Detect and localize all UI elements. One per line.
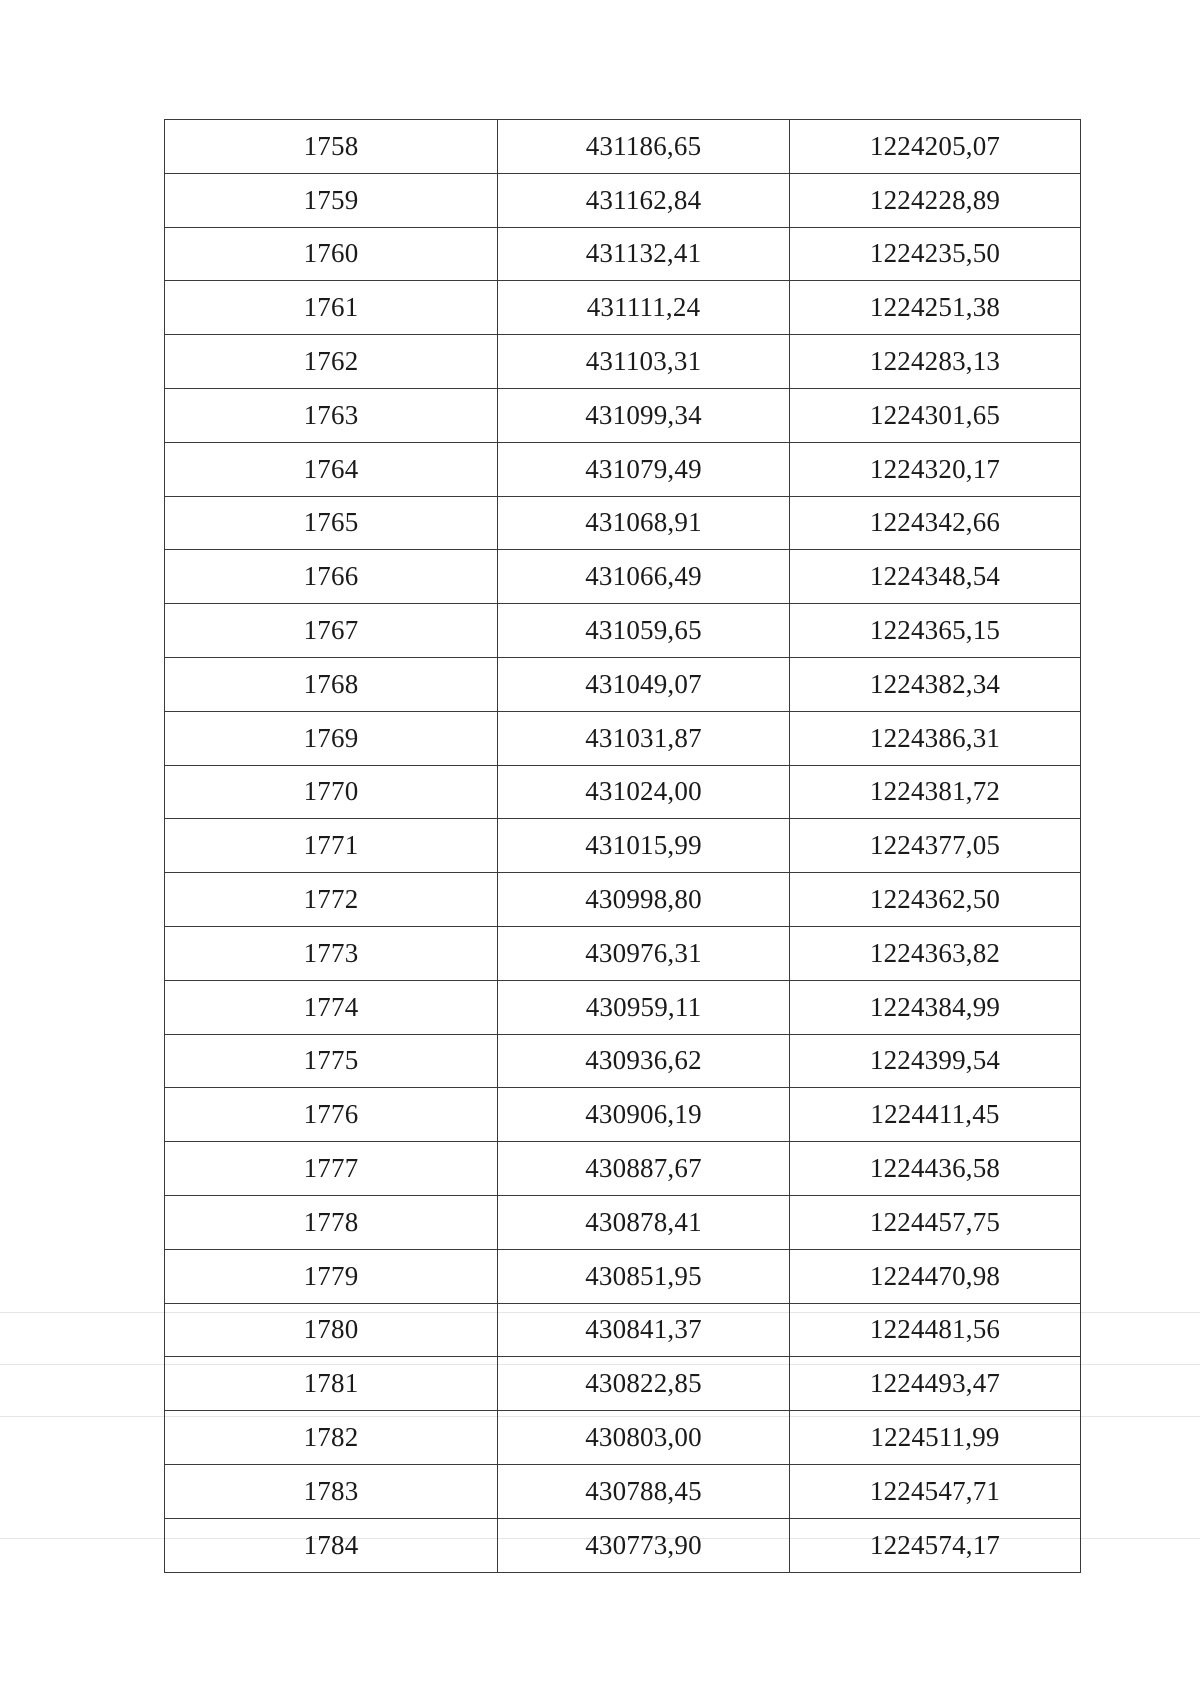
table-row [165,1303,1081,1357]
y-coordinate-cell: 1224547,71 [790,1464,1081,1518]
point-number-cell: 1780 [165,1303,498,1357]
x-coordinate-cell: 431099,34 [498,388,790,442]
x-coordinate-cell: 431103,31 [498,335,790,389]
table-row [165,1034,1081,1088]
y-coordinate-cell: 1224511,99 [790,1411,1081,1465]
y-coordinate-cell: 1224470,98 [790,1249,1081,1303]
x-coordinate-cell: 430959,11 [498,980,790,1034]
point-number-cell: 1759 [165,173,498,227]
x-coordinate-cell: 430788,45 [498,1464,790,1518]
y-coordinate-cell: 1224399,54 [790,1034,1081,1088]
point-number-cell: 1776 [165,1088,498,1142]
y-coordinate-cell: 1224363,82 [790,926,1081,980]
y-coordinate-cell: 1224251,38 [790,281,1081,335]
point-number-cell: 1782 [165,1411,498,1465]
point-number-cell: 1775 [165,1034,498,1088]
y-coordinate-cell: 1224481,56 [790,1303,1081,1357]
y-coordinate-cell: 1224301,65 [790,388,1081,442]
point-number-cell: 1765 [165,496,498,550]
point-number-cell: 1760 [165,227,498,281]
point-number-cell: 1766 [165,550,498,604]
point-number-cell: 1774 [165,980,498,1034]
point-number-cell: 1783 [165,1464,498,1518]
x-coordinate-cell: 430773,90 [498,1518,790,1572]
point-number-cell: 1771 [165,819,498,873]
y-coordinate-cell: 1224457,75 [790,1195,1081,1249]
x-coordinate-cell: 431079,49 [498,442,790,496]
table-row [165,926,1081,980]
x-coordinate-cell: 430878,41 [498,1195,790,1249]
table-row [165,388,1081,442]
table-row [165,496,1081,550]
x-coordinate-cell: 431059,65 [498,604,790,658]
x-coordinate-cell: 430803,00 [498,1411,790,1465]
point-number-cell: 1777 [165,1142,498,1196]
x-coordinate-cell: 430851,95 [498,1249,790,1303]
y-coordinate-cell: 1224574,17 [790,1518,1081,1572]
x-coordinate-cell: 430998,80 [498,873,790,927]
point-number-cell: 1769 [165,711,498,765]
table-row [165,711,1081,765]
y-coordinate-cell: 1224320,17 [790,442,1081,496]
table-row [165,227,1081,281]
table-row [165,120,1081,174]
y-coordinate-cell: 1224362,50 [790,873,1081,927]
point-number-cell: 1779 [165,1249,498,1303]
table-row [165,1518,1081,1572]
table-row [165,980,1081,1034]
point-number-cell: 1767 [165,604,498,658]
point-number-cell: 1761 [165,281,498,335]
point-number-cell: 1773 [165,926,498,980]
y-coordinate-cell: 1224436,58 [790,1142,1081,1196]
y-coordinate-cell: 1224228,89 [790,173,1081,227]
table-row [165,1411,1081,1465]
y-coordinate-cell: 1224342,66 [790,496,1081,550]
point-number-cell: 1784 [165,1518,498,1572]
table-row [165,1357,1081,1411]
table-row [165,1142,1081,1196]
y-coordinate-cell: 1224235,50 [790,227,1081,281]
x-coordinate-cell: 431015,99 [498,819,790,873]
x-coordinate-cell: 431066,49 [498,550,790,604]
x-coordinate-cell: 431132,41 [498,227,790,281]
y-coordinate-cell: 1224283,13 [790,335,1081,389]
table-row [165,1088,1081,1142]
y-coordinate-cell: 1224384,99 [790,980,1081,1034]
table-row [165,604,1081,658]
point-number-cell: 1778 [165,1195,498,1249]
table-row [165,1249,1081,1303]
point-number-cell: 1781 [165,1357,498,1411]
table-row [165,1195,1081,1249]
point-number-cell: 1770 [165,765,498,819]
x-coordinate-cell: 430822,85 [498,1357,790,1411]
x-coordinate-cell: 431049,07 [498,657,790,711]
point-number-cell: 1758 [165,120,498,174]
x-coordinate-cell: 430936,62 [498,1034,790,1088]
point-number-cell: 1768 [165,657,498,711]
y-coordinate-cell: 1224493,47 [790,1357,1081,1411]
coordinates-table-body [165,120,1081,1573]
table-row [165,765,1081,819]
x-coordinate-cell: 430906,19 [498,1088,790,1142]
coordinates-table [164,119,1081,1573]
x-coordinate-cell: 430841,37 [498,1303,790,1357]
table-row [165,281,1081,335]
table-row [165,335,1081,389]
table-row [165,442,1081,496]
y-coordinate-cell: 1224365,15 [790,604,1081,658]
table-row [165,873,1081,927]
table-row [165,657,1081,711]
y-coordinate-cell: 1224205,07 [790,120,1081,174]
table-row [165,819,1081,873]
y-coordinate-cell: 1224386,31 [790,711,1081,765]
y-coordinate-cell: 1224377,05 [790,819,1081,873]
point-number-cell: 1772 [165,873,498,927]
x-coordinate-cell: 431031,87 [498,711,790,765]
table-row [165,550,1081,604]
x-coordinate-cell: 430976,31 [498,926,790,980]
point-number-cell: 1762 [165,335,498,389]
y-coordinate-cell: 1224381,72 [790,765,1081,819]
point-number-cell: 1763 [165,388,498,442]
x-coordinate-cell: 431162,84 [498,173,790,227]
point-number-cell: 1764 [165,442,498,496]
y-coordinate-cell: 1224411,45 [790,1088,1081,1142]
table-row [165,173,1081,227]
x-coordinate-cell: 431186,65 [498,120,790,174]
table-row [165,1464,1081,1518]
x-coordinate-cell: 431024,00 [498,765,790,819]
x-coordinate-cell: 431068,91 [498,496,790,550]
y-coordinate-cell: 1224348,54 [790,550,1081,604]
x-coordinate-cell: 431111,24 [498,281,790,335]
y-coordinate-cell: 1224382,34 [790,657,1081,711]
x-coordinate-cell: 430887,67 [498,1142,790,1196]
